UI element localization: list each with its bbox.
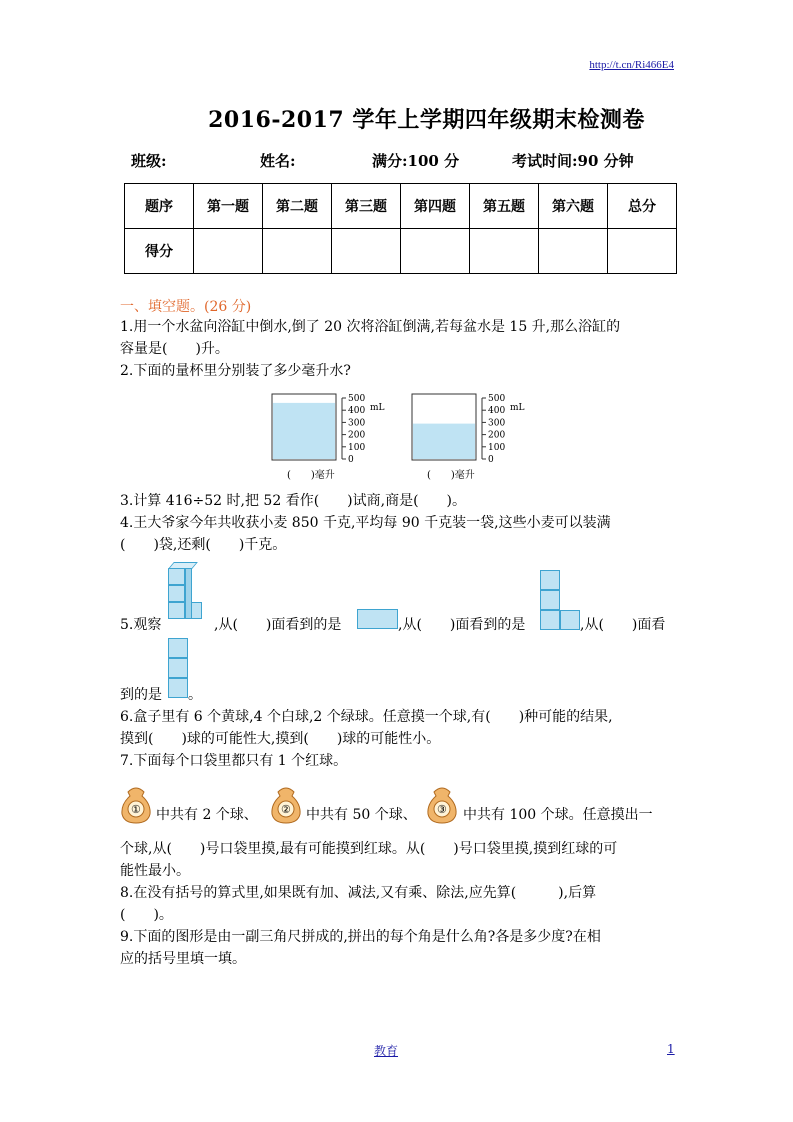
q1-line1: 1.用一个水盆向浴缸中倒水,倒了 20 次将浴缸倒满,若每盆水是 15 升,那么浴缸的 xyxy=(120,319,621,335)
beaker-tick-label: 300 xyxy=(488,418,506,429)
beaker-2-caption: ( )毫升 xyxy=(427,470,475,481)
beaker-1 xyxy=(272,394,385,481)
bag-3-label: ③ xyxy=(437,803,447,816)
beaker-tick-label: 0 xyxy=(348,455,354,465)
page-title: 2016-2017 学年上学期四年级期末检测卷 xyxy=(208,107,645,133)
score-table-score-row xyxy=(125,229,677,274)
class-label: 班级: xyxy=(131,152,167,170)
q4-line2: ( )袋,还剩( )千克。 xyxy=(120,537,287,553)
q1-line2: 容量是( )升。 xyxy=(120,341,229,357)
beaker-tick-label: 100 xyxy=(488,442,506,453)
q5-text-2: ,从( )面看到的是 xyxy=(214,617,342,633)
q8-line2: ( )。 xyxy=(120,907,173,923)
score-cell[interactable] xyxy=(332,229,401,274)
beaker-tick-label: 400 xyxy=(348,406,366,417)
beaker-tick-label: 500 xyxy=(488,394,506,404)
bag-1-label: ① xyxy=(131,803,141,816)
header-cell: 第三题 xyxy=(332,184,401,229)
beaker-tick-label: 200 xyxy=(488,430,506,441)
q7-line2: 个球,从( )号口袋里摸,最有可能摸到红球。从( )号口袋里摸,摸到红球的可 xyxy=(120,841,618,857)
beaker-tick-label: 0 xyxy=(488,455,494,465)
section-heading: 一、填空题。(26 分) xyxy=(120,299,252,315)
bag-2-label: ② xyxy=(281,803,291,816)
score-cell[interactable] xyxy=(539,229,608,274)
beaker-1-caption: ( )毫升 xyxy=(287,470,335,481)
score-table xyxy=(124,183,677,274)
header-cell: 第四题 xyxy=(401,184,470,229)
q9-line2: 应的括号里填一填。 xyxy=(120,951,246,967)
q6-line1: 6.盒子里有 6 个黄球,4 个白球,2 个绿球。任意摸一个球,有( )种可能的结果, xyxy=(120,709,613,725)
q7-intro: 7.下面每个口袋里都只有 1 个红球。 xyxy=(120,753,348,769)
beaker-tick-label: 200 xyxy=(348,430,366,441)
q9-line1: 9.下面的图形是由一副三角尺拼成的,拼出的每个角是什么角?各是多少度?在相 xyxy=(120,929,601,945)
q5-text-5: 到的是 xyxy=(120,687,162,703)
q7-text-2: 中共有 50 个球、 xyxy=(306,807,417,823)
header-cell: 第一题 xyxy=(194,184,263,229)
beaker-figure xyxy=(266,388,526,484)
bag-1-icon xyxy=(118,784,154,824)
score-cell[interactable] xyxy=(470,229,539,274)
name-label: 姓名: xyxy=(260,152,296,170)
q4-line1: 4.王大爷家今年共收获小麦 850 千克,平均每 90 千克装一袋,这些小麦可以装满 xyxy=(120,515,611,531)
view-figure-3 xyxy=(168,638,188,698)
beaker-unit: mL xyxy=(510,403,525,413)
beaker-tick-label: 400 xyxy=(488,406,506,417)
page-number: 1 xyxy=(667,1042,675,1056)
q8-line1: 8.在没有括号的算式里,如果既有加、减法,又有乘、除法,应先算( ),后算 xyxy=(120,885,597,901)
q5-text-1: 5.观察 xyxy=(120,617,162,633)
header-cell: 总分 xyxy=(608,184,677,229)
view-figure-1 xyxy=(357,609,398,629)
exam-time-label: 考试时间:90 分钟 xyxy=(512,152,634,170)
q2-text: 2.下面的量杯里分别装了多少毫升水? xyxy=(120,363,351,379)
header-cell: 题序 xyxy=(125,184,194,229)
q3-text: 3.计算 416÷52 时,把 52 看作( )试商,商是( )。 xyxy=(120,493,466,509)
q6-line2: 摸到( )球的可能性大,摸到( )球的可能性小。 xyxy=(120,731,441,747)
source-link[interactable]: http://t.cn/Ri466E4 xyxy=(589,59,674,71)
header-cell: 第五题 xyxy=(470,184,539,229)
full-score-label: 满分:100 分 xyxy=(372,152,460,170)
footer-center-link[interactable]: 教育 xyxy=(374,1044,399,1058)
score-cell[interactable] xyxy=(194,229,263,274)
row-label: 得分 xyxy=(125,229,194,274)
beaker-2 xyxy=(412,394,525,481)
score-table-header-row xyxy=(125,184,677,229)
q5-text-6: 。 xyxy=(188,687,202,703)
q5-text-4: ,从( )面看 xyxy=(580,617,666,633)
cube-stack-figure xyxy=(168,562,220,630)
beaker-unit: mL xyxy=(370,403,385,413)
bag-2-icon xyxy=(268,784,304,824)
q7-text-1: 中共有 2 个球、 xyxy=(156,807,258,823)
score-cell[interactable] xyxy=(608,229,677,274)
bag-3-icon xyxy=(424,784,460,824)
q7-text-3: 中共有 100 个球。任意摸出一 xyxy=(463,807,653,823)
header-cell: 第六题 xyxy=(539,184,608,229)
view-figure-2 xyxy=(540,570,580,630)
beaker-tick-label: 100 xyxy=(348,442,366,453)
q5-text-3: ,从( )面看到的是 xyxy=(398,617,526,633)
score-cell[interactable] xyxy=(263,229,332,274)
q7-line3: 能性最小。 xyxy=(120,863,190,879)
header-cell: 第二题 xyxy=(263,184,332,229)
beaker-tick-label: 500 xyxy=(348,394,366,404)
score-cell[interactable] xyxy=(401,229,470,274)
beaker-tick-label: 300 xyxy=(348,418,366,429)
